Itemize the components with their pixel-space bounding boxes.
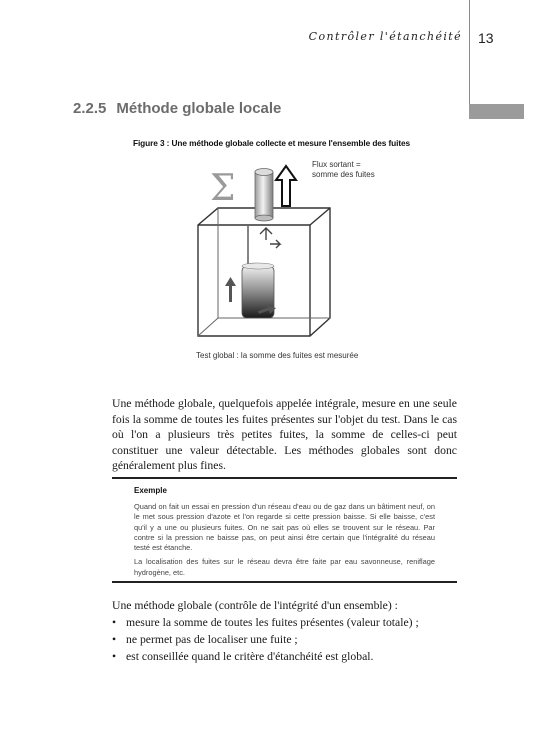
body-paragraph: Une méthode globale, quelquefois appelée intégrale, mesure en une seule fois la somme de toutes les fuites présentes sur l'objet du test. Dans le cas où l'on a plusieurs très petites fuites, la somme de celles-ci peut constituer une valeur détectable. Les méthodes globales sont donc généralement plus fines. (112, 397, 457, 472)
list-item (112, 631, 457, 648)
list-item-text: mesure la somme de toutes les fuites présentes (valeur totale) ; (126, 616, 419, 629)
page-number: 13 (478, 30, 494, 46)
list-intro: Une méthode globale (contrôle de l'intégrité d'un ensemble) : (112, 599, 398, 612)
example-paragraph: Quand on fait un essai en pression d'un réseau d'eau ou de gaz dans un bâtiment neuf, on le met sous pression d'azote et l'on regarde si cette pression baisse. Si elle baisse, c'est qu'il y a une ou plusieurs fuites. On ne sait pas où elles se trouvent sur le réseau. Par contre si la pression ne baisse pas, on peut ainsi être certain que l'intégralité du réseau testé est étanche. (134, 502, 435, 553)
figure-label-global-test: Test global : la somme des fuites est mesurée (196, 351, 359, 360)
bullet-icon: • (112, 616, 117, 629)
list-item-text: ne permet pas de localiser une fuite ; (126, 633, 298, 646)
section-number: 2.2.5 (73, 100, 107, 117)
example-title: Exemple (134, 486, 167, 495)
list-item (112, 614, 457, 631)
running-header-title: Contrôler l'étanchéité (308, 30, 462, 43)
bullet-icon: • (112, 650, 117, 663)
example-text (134, 502, 435, 582)
list-item-text: est conseillée quand le critère d'étanchéité est global. (126, 650, 374, 663)
swirl-arrows-icon (260, 228, 280, 248)
bullet-list (112, 614, 457, 665)
leak-arrow-left-icon (225, 277, 236, 302)
header-rule (469, 0, 470, 108)
collector-cylinder-icon (255, 169, 273, 222)
outflow-arrow-icon (276, 166, 296, 206)
section-heading (73, 100, 281, 117)
list-item (112, 648, 457, 665)
chapter-tab-marker (469, 104, 524, 119)
example-paragraph: La localisation des fuites sur le réseau devra être faite par eau savonneuse, reniflage hydrogène, etc. (134, 557, 435, 577)
figure-label-outflow: Flux sortant = somme des fuites (312, 160, 375, 179)
leak-test-figure (180, 158, 410, 378)
section-title: Méthode globale locale (116, 100, 282, 117)
bullet-icon: • (112, 633, 117, 646)
sigma-symbol: Σ (210, 168, 236, 209)
figure-caption: Figure 3 : Une méthode globale collecte et mesure l'ensemble des fuites (133, 138, 411, 148)
